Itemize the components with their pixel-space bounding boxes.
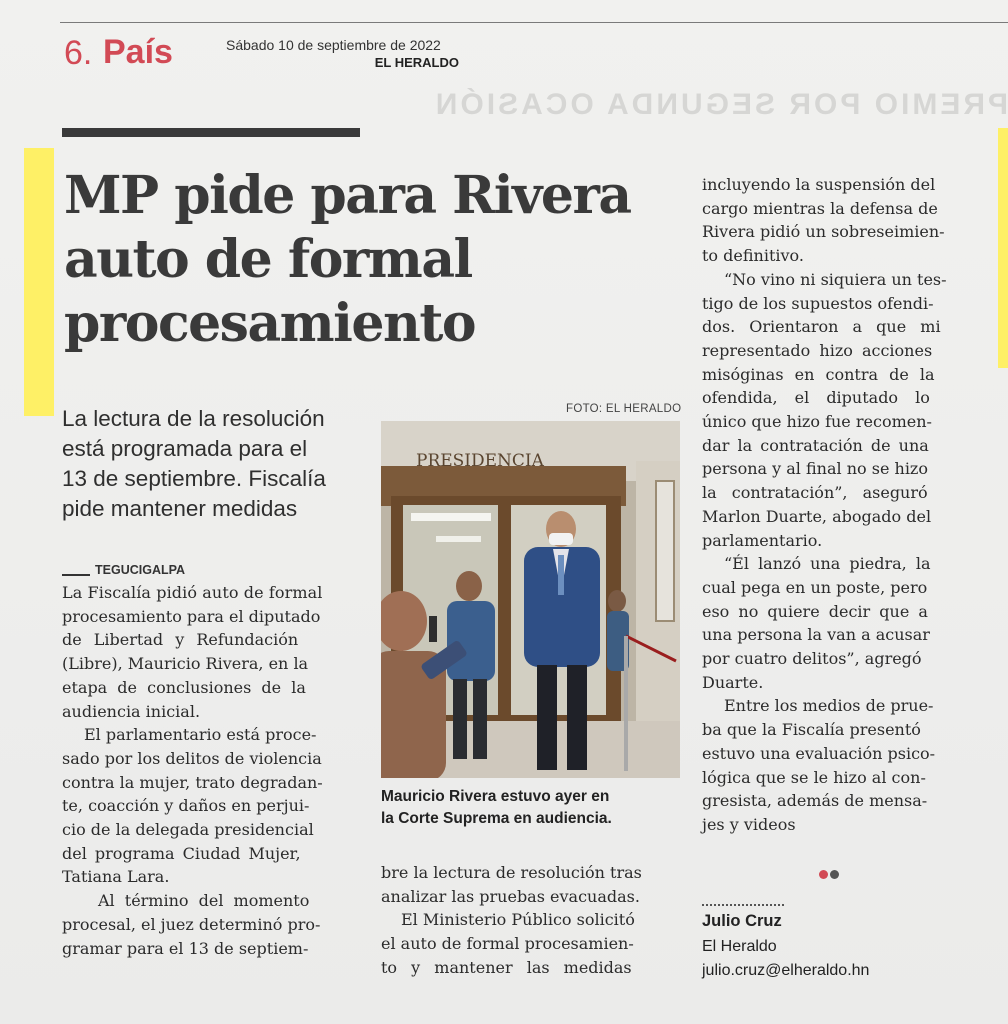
- door-sign-text: PRESIDENCIA: [416, 451, 544, 471]
- lede-line: La lectura de la resolución: [62, 406, 325, 431]
- body-line: jes y videos: [702, 814, 796, 834]
- body-line: sado por los delitos de violencia: [62, 748, 322, 768]
- photo-illustration: [381, 421, 680, 778]
- page-number: 6.: [64, 34, 93, 72]
- lede: [62, 404, 372, 524]
- body-line: El Ministerio Público solicitó: [401, 910, 635, 930]
- body-line: gresista, además de mensa-: [702, 791, 928, 811]
- body-line: cual pega en un poste, pero: [702, 577, 928, 597]
- caption-line: la Corte Suprema en audiencia.: [381, 810, 612, 827]
- body-line: del programa Ciudad Mujer,: [62, 843, 301, 863]
- author-name: Julio Cruz: [702, 912, 782, 930]
- dateline-rule: [62, 574, 90, 576]
- body-line: audiencia inicial.: [62, 701, 201, 721]
- body-line: representado hizo acciones: [702, 340, 933, 360]
- body-line: to definitivo.: [702, 246, 804, 266]
- lede-line: está programada para el: [62, 436, 308, 461]
- body-line: cio de la delegada presidencial: [62, 820, 314, 840]
- body-line: analizar las pruebas evacuadas.: [381, 886, 640, 906]
- lede-line: pide mantener medidas: [62, 496, 298, 521]
- body-line: cargo mientras la defensa de: [702, 198, 938, 218]
- highlighter-mark-right: [998, 128, 1008, 368]
- body-line: parlamentario.: [702, 530, 823, 550]
- top-rule: [60, 22, 1008, 23]
- body-line: dos. Orientaron a que mi: [702, 317, 941, 337]
- highlighter-mark-left: [24, 148, 54, 416]
- body-line: “Él lanzó una piedra, la: [724, 554, 931, 574]
- author-organization: El Heraldo: [702, 938, 777, 955]
- body-line: Marlon Duarte, abogado del: [702, 506, 932, 526]
- body-line: ba que la Fiscalía presentó: [702, 720, 921, 740]
- body-line: Rivera pidió un sobreseimien-: [702, 222, 945, 242]
- body-line: una persona la van a acusar: [702, 625, 930, 645]
- dateline: TEGUCIGALPA: [95, 563, 186, 577]
- body-line: de Libertad y Refundación: [62, 630, 299, 650]
- headline: [64, 164, 694, 356]
- body-line: el auto de formal procesamien-: [381, 934, 634, 954]
- body-line: por cuatro delitos”, agregó: [702, 649, 922, 669]
- body-line: etapa de conclusiones de la: [62, 677, 306, 697]
- body-line: to y mantener las medidas: [381, 957, 632, 977]
- body-line: La Fiscalía pidió auto de formal: [62, 583, 323, 602]
- body-line: Al término del momento: [98, 891, 310, 911]
- body-line: “No vino ni siquiera un tes-: [724, 269, 947, 289]
- body-line: persona y al final no se hizo: [702, 459, 928, 479]
- body-line: lógica que se le hizo al con-: [702, 767, 926, 787]
- signature-rule: [702, 904, 784, 906]
- body-line: contra la mujer, trato degradan-: [62, 772, 323, 792]
- body-line: dar la contratación de una: [702, 435, 929, 455]
- body-line: Duarte.: [702, 672, 764, 692]
- photo-credit: FOTO: EL HERALDO: [566, 403, 682, 415]
- end-mark-dot-red: [819, 870, 828, 879]
- body-line: (Libre), Mauricio Rivera, en la: [62, 654, 309, 674]
- end-mark-icon: [819, 864, 841, 883]
- author-email: julio.cruz@elheraldo.hn: [702, 962, 870, 979]
- headline-rule: [62, 128, 360, 137]
- body-line: procesamiento para el diputado: [62, 606, 321, 626]
- body-line: estuvo una evaluación psico-: [702, 743, 936, 763]
- photo-caption: [381, 786, 681, 830]
- body-line: Entre los medios de prue-: [724, 696, 934, 716]
- end-mark-dot-gray: [830, 870, 839, 879]
- body-line: la contratación”, aseguró: [702, 483, 928, 503]
- body-line: tigo de los supuestos ofendi-: [702, 293, 934, 313]
- article-column-3: [702, 173, 982, 837]
- body-line: ofendida, el diputado lo: [702, 388, 930, 408]
- body-line: misóginas en contra de la: [702, 364, 935, 384]
- body-line: El parlamentario está proce-: [84, 725, 317, 745]
- body-line: único que hizo fue recomen-: [702, 412, 932, 432]
- article-column-2: [381, 861, 681, 980]
- newspaper-name: EL HERALDO: [374, 55, 459, 70]
- caption-line: Mauricio Rivera estuvo ayer en: [381, 788, 610, 805]
- lede-line: 13 de septiembre. Fiscalía: [62, 466, 326, 491]
- body-line: procesal, el juez determinó pro-: [62, 914, 321, 934]
- body-line: bre la lectura de resolución tras: [381, 863, 642, 882]
- article-column-1: [62, 581, 362, 960]
- body-line: eso no quiere decir que a: [702, 601, 928, 621]
- body-line: Tatiana Lara.: [62, 867, 170, 887]
- body-line: incluyendo la suspensión del: [702, 175, 936, 194]
- show-through-text: PREMIO POR SEGUNDA OCASIÓN: [432, 88, 1008, 121]
- body-line: gramar para el 13 de septiem-: [62, 938, 309, 958]
- publication-date: Sábado 10 de septiembre de 2022: [226, 37, 441, 53]
- headline-line: auto de formal: [64, 229, 472, 290]
- section-name: País: [103, 33, 173, 71]
- headline-line: MP pide para Rivera: [64, 165, 631, 226]
- headline-line: procesamiento: [64, 293, 476, 354]
- body-line: te, coacción y daños en perjui-: [62, 796, 310, 816]
- news-photo: [381, 421, 680, 778]
